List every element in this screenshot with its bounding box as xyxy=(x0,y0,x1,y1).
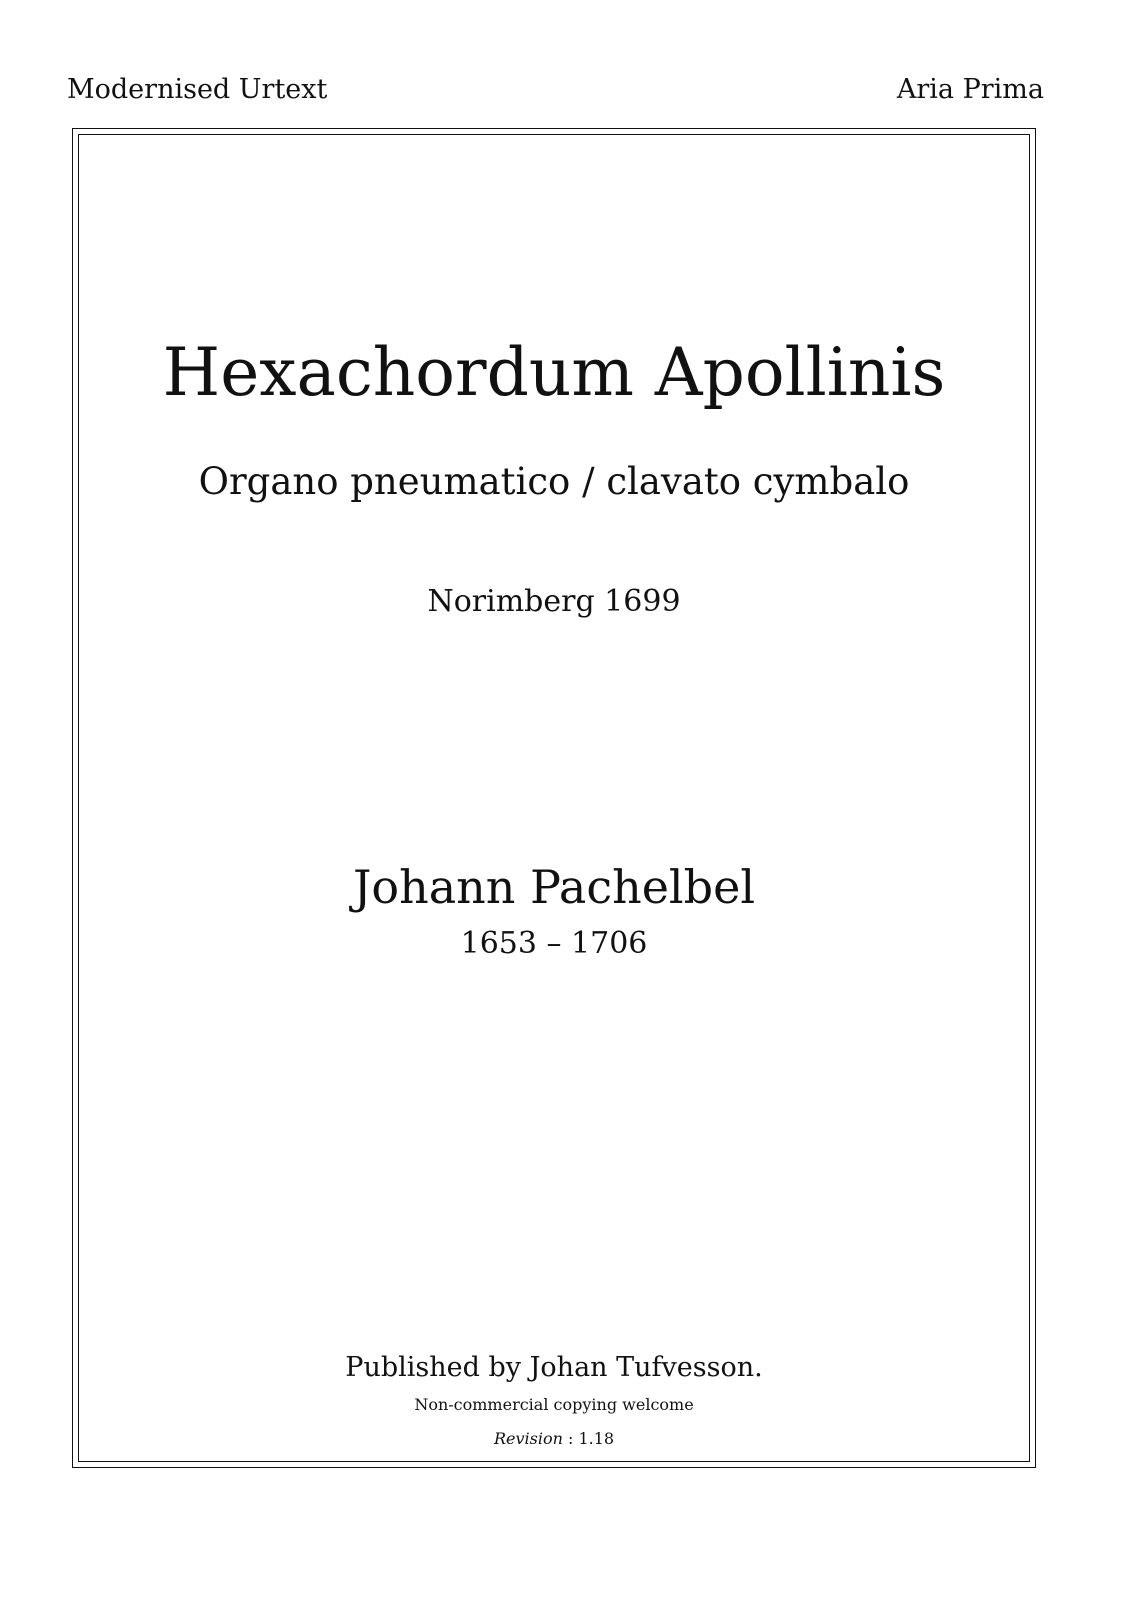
revision-value: 1.18 xyxy=(578,1429,615,1448)
page-title: Hexachordum Apollinis xyxy=(162,334,946,411)
composer-name: Johann Pachelbel xyxy=(352,860,756,914)
revision-separator: : xyxy=(562,1429,579,1448)
place-and-year: Norimberg 1699 xyxy=(427,584,681,619)
revision-line xyxy=(78,1431,1030,1447)
revision-label: Revision xyxy=(493,1429,563,1448)
page-subtitle: Organo pneumatico / clavato cymbalo xyxy=(198,460,910,503)
copying-notice: Non-commercial copying welcome xyxy=(414,1395,694,1414)
running-head-right: Aria Prima xyxy=(896,74,1044,105)
composer-lifespan: 1653 – 1706 xyxy=(460,926,648,961)
publisher-line: Published by Johan Tufvesson. xyxy=(345,1352,763,1383)
running-head-left: Modernised Urtext xyxy=(67,74,328,105)
